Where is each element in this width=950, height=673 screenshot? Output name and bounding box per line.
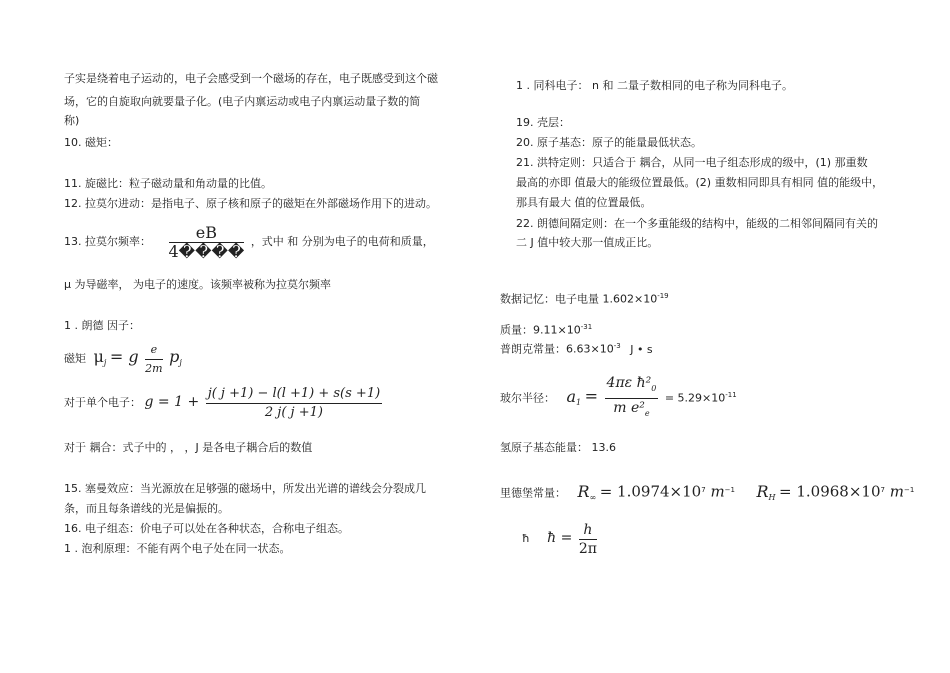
- g-lhs: g = 1 +: [144, 394, 200, 410]
- bohr-radius: [500, 372, 737, 426]
- r-h-subscript: H: [768, 492, 776, 502]
- r-h-unit-exponent: −1: [903, 486, 915, 494]
- bohr-mass-subscript: e: [644, 408, 650, 418]
- g-denominator: 2 j( j +1): [264, 404, 323, 420]
- item-15-cont: 条，而且每条谱线的光是偏振的。: [64, 502, 229, 515]
- r-infinity-unit: m: [705, 482, 725, 501]
- rydberg-constant: [500, 476, 914, 512]
- g-numerator: j( j +1) − l(l +1) + s(s +1): [206, 385, 383, 404]
- single-electron-label: 对于单个电子：: [64, 396, 141, 409]
- moment-numerator: e: [145, 341, 162, 360]
- bohr-equals: =: [584, 386, 599, 406]
- electron-mass-text: 质量：9.11×10: [500, 323, 581, 337]
- larmor-numerator: eB: [169, 224, 245, 243]
- planck-exponent: -3: [613, 342, 621, 350]
- hbar-glyph: ħ: [522, 532, 530, 545]
- hbar-lhs: ħ =: [547, 530, 573, 546]
- item-12: 12. 拉莫尔进动：是指电子、原子核和原子的磁矩在外部磁场作用下的进动。: [64, 197, 437, 210]
- electron-mass: [500, 320, 592, 338]
- r-h-symbol: R: [756, 481, 769, 501]
- moment-denominator: 2m: [145, 361, 163, 375]
- magnetic-moment-formula: [64, 338, 182, 382]
- item-21: 21. 洪特定则：只适合于 耦合，从同一电子组态形成的级中，(1) 那重数: [516, 156, 868, 169]
- item-22-cont: 二 J 值中较大那一值成正比。: [516, 236, 659, 249]
- electron-charge-text: 数据记忆：电子电量 1.602×10: [500, 292, 658, 306]
- electron-charge-exponent: -19: [657, 292, 669, 300]
- bohr-fraction: [605, 374, 659, 423]
- item-21-cont: 最高的亦即 值最大的能级位置最低。(2) 重数相同即具有相同 值的能级中，: [516, 176, 884, 189]
- item-22: 22. 朗德间隔定则：在一个多重能级的结构中，能级的二相邻间隔同有关的: [516, 217, 878, 230]
- item-13-label: 13. 拉莫尔频率：: [64, 235, 151, 248]
- item-20: 20. 原子基态：原子的能量最低状态。: [516, 136, 702, 149]
- item-13: [64, 222, 434, 262]
- bohr-value: = 5.29×10: [664, 391, 726, 405]
- equivalent-electrons: 1 . 同科电子： n 和 二量子数相同的电子称为同科电子。: [516, 79, 793, 92]
- item-11: 11. 旋磁比：粒子磁动量和角动量的比值。: [64, 177, 272, 190]
- r-h-value: = 1.0968×10: [779, 482, 881, 501]
- item-15: 15. 塞曼效应：当光源放在足够强的磁场中，所发出光谱的谱线会分裂成几: [64, 482, 426, 495]
- item-10: 10. 磁矩：: [64, 136, 118, 149]
- larmor-fraction: [169, 224, 245, 261]
- paragraph-line: 子实是绕着电子运动的，电子会感受到一个磁场的存在，电子既感受到这个磁: [64, 72, 438, 85]
- lande-heading: 1 . 朗德 因子：: [64, 319, 140, 332]
- bohr-a-subscript: 1: [576, 397, 582, 407]
- g-factor: = g: [109, 347, 139, 366]
- bohr-label: 玻尔半径：: [500, 391, 555, 405]
- r-infinity-exponent: 7: [701, 486, 706, 494]
- r-infinity-unit-exponent: −1: [724, 486, 735, 494]
- bohr-numerator-text: 4πε ħ²: [606, 375, 652, 392]
- planck-text: 普朗克常量：6.63×10: [500, 342, 614, 356]
- p-subscript: j: [179, 358, 182, 368]
- p-symbol: p: [169, 347, 180, 366]
- mu-symbol: μ: [93, 347, 104, 366]
- coupling-line: 对于 耦合：式子中的 ， ，J 是各电子耦合后的数值: [64, 441, 313, 454]
- mu-subscript: j: [103, 358, 107, 368]
- item-13-tail: ，式中 和 分别为电子的电荷和质量，: [250, 235, 434, 248]
- reduced-planck: [522, 518, 600, 559]
- mu-line: μ 为导磁率， 为电子的速度。该频率被称为拉莫尔频率: [64, 278, 331, 291]
- hbar-numerator: h: [579, 521, 597, 540]
- r-h-unit: m: [884, 482, 904, 501]
- bohr-denominator-text: m e²: [613, 400, 645, 417]
- item-19: 19. 壳层：: [516, 116, 570, 129]
- larmor-denominator: 4����: [168, 241, 245, 261]
- item-16: 16. 电子组态：价电子可以处在各种状态，合称电子组态。: [64, 522, 349, 535]
- bohr-exponent: -11: [725, 391, 737, 399]
- r-h-exponent: 7: [880, 486, 885, 494]
- g-fraction: [206, 385, 383, 422]
- paragraph-line: 场，它的自旋取向就要量子化。(电子内禀运动或电子内禀运动量子数的简: [64, 95, 421, 108]
- bohr-a-symbol: a: [566, 386, 577, 406]
- paragraph-line: 称): [64, 114, 80, 127]
- moment-fraction: [145, 341, 162, 378]
- planck-unit: J • s: [630, 342, 653, 356]
- electron-charge: [500, 289, 669, 307]
- electron-mass-exponent: -31: [580, 323, 593, 331]
- rydberg-label: 里德堡常量：: [500, 486, 566, 500]
- bohr-epsilon-subscript: 0: [651, 384, 657, 394]
- bohr-numerator: [605, 374, 659, 399]
- hbar-denominator: 2π: [578, 540, 597, 557]
- item-21-cont: 那具有最大 值的位置最低。: [516, 196, 652, 209]
- planck-constant: [500, 339, 653, 357]
- hbar-fraction: [579, 521, 597, 558]
- g-factor-formula: [64, 382, 385, 423]
- bohr-denominator: [605, 399, 659, 423]
- hydrogen-ground-energy: 氢原子基态能量： 13.6: [500, 441, 616, 454]
- r-infinity-subscript: ∞: [589, 492, 597, 502]
- pauli-principle: 1 . 泡利原理：不能有两个电子处在同一状态。: [64, 542, 291, 555]
- r-infinity-value: = 1.0974×10: [599, 482, 702, 501]
- moment-label: 磁矩: [64, 352, 86, 365]
- r-infinity-symbol: R: [577, 481, 590, 501]
